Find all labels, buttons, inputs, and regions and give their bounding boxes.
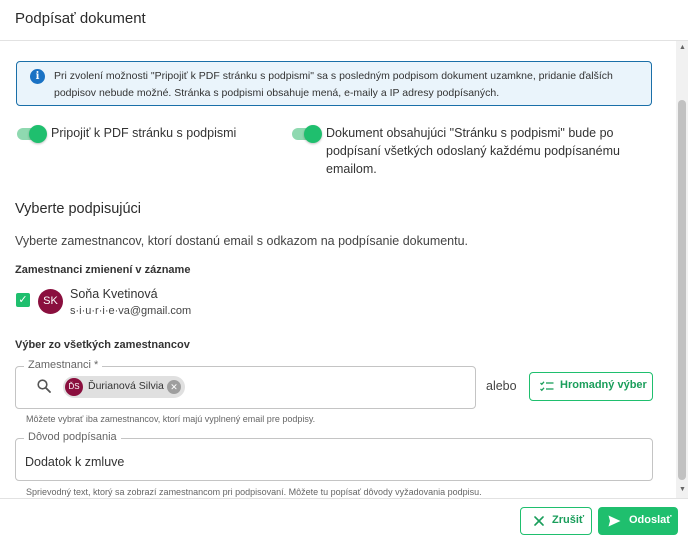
selected-employee-chip[interactable] bbox=[63, 376, 185, 398]
send-button[interactable] bbox=[598, 507, 678, 535]
info-text: Pri zvolení možnosti "Pripojiť k PDF stránku s podpismi" sa s posledným podpisom dokument uzamkne, pridanie ďalších podpisov nebude možné. Stránka s podpismi obsahuje mená, e-maily a IP adresy podpísaných. bbox=[54, 70, 613, 99]
checklist-icon bbox=[540, 381, 554, 392]
dialog-header bbox=[0, 0, 688, 41]
search-icon bbox=[37, 379, 51, 393]
employees-field-label: Zamestnanci * bbox=[24, 359, 102, 371]
send-signed-document-label: Dokument obsahujúci "Stránku s podpismi" bude po podpísaní všetkých odoslaný každému podpísanému emailom. bbox=[326, 126, 620, 176]
attach-signatures-label: Pripojiť k PDF stránku s podpismi bbox=[51, 126, 237, 140]
toggle-knob bbox=[29, 125, 47, 143]
scroll-up-arrow-icon[interactable]: ▲ bbox=[679, 44, 686, 51]
info-icon: i bbox=[30, 69, 45, 84]
send-icon bbox=[608, 515, 621, 527]
chip-label: Ďurianová Silvia bbox=[88, 380, 164, 392]
send-button-label: Odoslať bbox=[629, 514, 672, 526]
employees-select-field[interactable] bbox=[15, 359, 476, 409]
avatar: SK bbox=[38, 289, 63, 314]
dialog-title: Podpísať dokument bbox=[15, 10, 146, 27]
info-alert bbox=[16, 61, 652, 106]
toggle-knob bbox=[304, 125, 322, 143]
dialog-footer bbox=[0, 498, 688, 543]
signing-reason-field[interactable] bbox=[15, 431, 653, 481]
signers-description: Vyberte zamestnancov, ktorí dostanú email s odkazom na podpísanie dokumentu. bbox=[15, 234, 469, 248]
cancel-button[interactable] bbox=[520, 507, 592, 535]
scroll-down-arrow-icon[interactable]: ▼ bbox=[679, 486, 686, 493]
cancel-button-label: Zrušiť bbox=[552, 514, 585, 526]
employees-helper-text: Môžete vybrať iba zamestnancov, ktorí majú vyplnený email pre podpisy. bbox=[26, 414, 316, 424]
or-label: alebo bbox=[486, 379, 517, 393]
close-icon bbox=[534, 516, 544, 526]
mentioned-employees-heading: Zamestnanci zmienení v zázname bbox=[15, 264, 191, 276]
avatar: ĎS bbox=[65, 378, 83, 396]
scrollbar-thumb[interactable] bbox=[678, 100, 686, 480]
signers-section-title: Vyberte podpisujúci bbox=[15, 201, 142, 217]
attach-signatures-toggle[interactable] bbox=[17, 128, 45, 140]
dialog-content bbox=[0, 41, 676, 498]
bulk-select-button[interactable] bbox=[529, 372, 653, 401]
signer-checkbox[interactable]: ✓ bbox=[16, 293, 30, 307]
signing-reason-value: Dodatok k zmluve bbox=[25, 455, 125, 469]
remove-chip-icon[interactable]: ✕ bbox=[167, 380, 181, 394]
send-signed-document-toggle[interactable] bbox=[292, 128, 320, 140]
all-employees-heading: Výber zo všetkých zamestnancov bbox=[15, 339, 190, 351]
signer-email: s·i·u·r·i·e·va@gmail.com bbox=[70, 305, 192, 317]
signing-reason-label: Dôvod podpísania bbox=[24, 431, 121, 443]
signing-reason-helper-text: Sprievodný text, ktorý sa zobrazí zamestnancom pri podpisovaní. Môžete tu popísať dôvody vyžadovania podpisu. bbox=[26, 487, 482, 497]
bulk-select-label: Hromadný výber bbox=[560, 379, 647, 391]
signer-name: Soňa Kvetinová bbox=[70, 287, 158, 301]
